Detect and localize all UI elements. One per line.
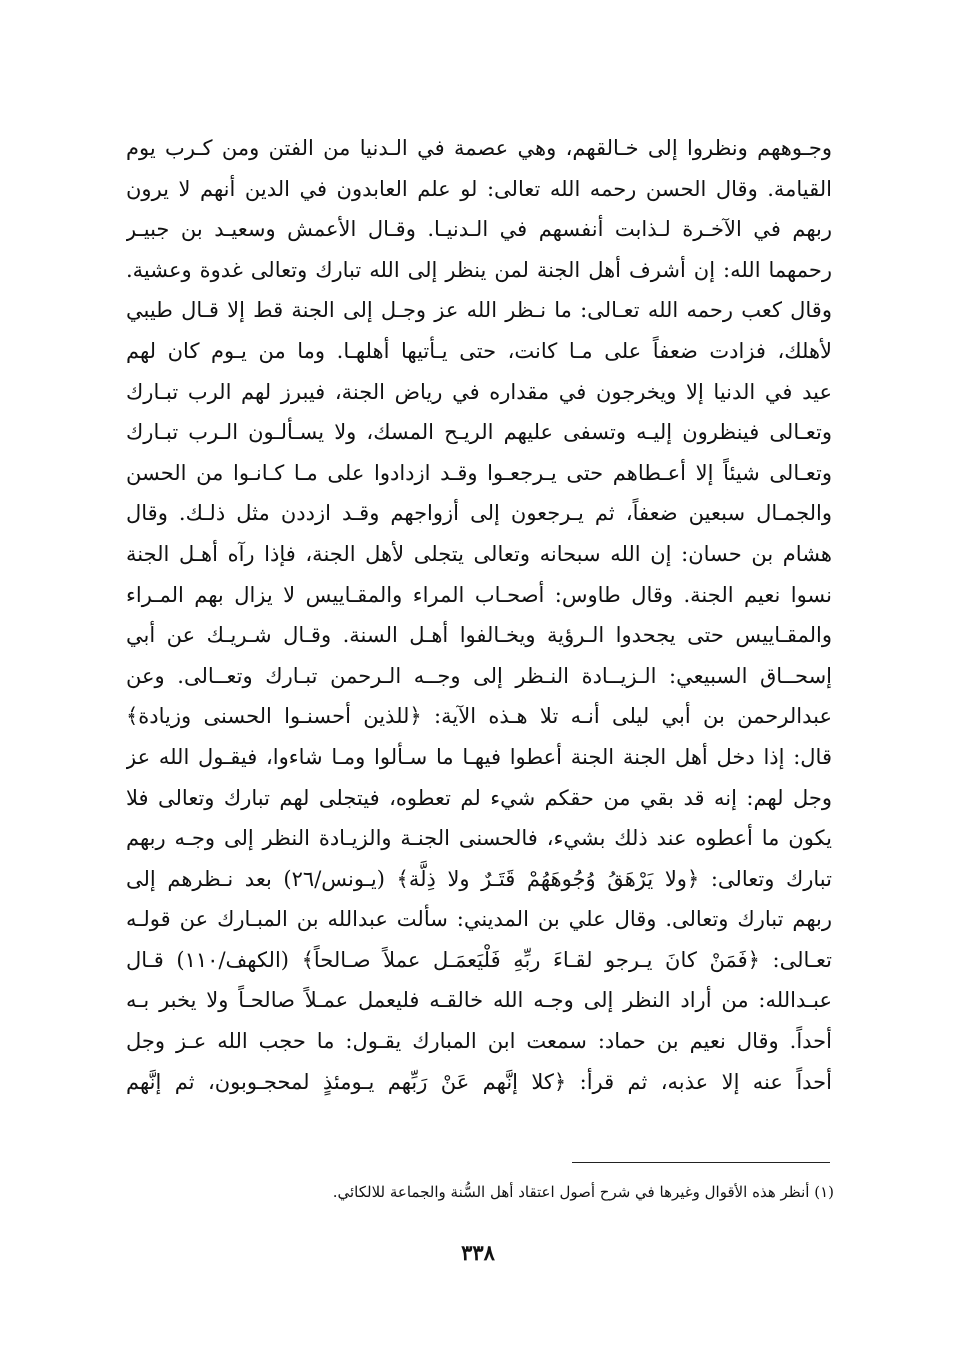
body-line: ربهم في الآخـرة لـذابت أنفسهم في الـدنيـا. وقـال الأعمش وسعيـد بن جبيـر xyxy=(126,217,832,242)
body-line: عبدالرحمن بن أبي ليلى أنـه تلا هـذه الآية: ﴿للذين أحسنـوا الحسنى وزيادة﴾ xyxy=(126,704,832,729)
body-line: قال: إذا دخل أهل الجنة الجنة أعطوا فيهـا ما سـألوا ومـا شاءوا، فيقـول الله عز xyxy=(126,744,832,769)
body-line: أحداً عنه إلا عذبه، ثم قرأ: ﴿كلا إنَّهم عَنْ رَبِّهم يـومئذٍ لمحجـوبون، ثم إنَّهم xyxy=(126,1069,832,1094)
body-line: وتعـالى فينظرون إليـه وتسفى عليهم الريـح المسك، ولا يسـألـون الـرب تبـارك xyxy=(126,420,832,445)
body-line: تبارك وتعالى: ﴿ولا يَرْهَقُ وُجُوهَهُمْ قَتَـرٌ ولا ذِلَّة﴾ (يـونس/٢٦) بعد نـظرهم إلى xyxy=(126,866,832,891)
body-line: عيد في الدنيا إلا ويخرجون في مقداره في رياض الجنة، فيبرز لهم الرب تبـارك xyxy=(126,379,832,404)
body-line: القيامة. وقال الحسن رحمه الله تعالى: لو علم العابدون في الدين أنهم لا يرون xyxy=(126,176,832,201)
body-line: والجمـال سبعين ضعفاً، ثم يـرجعون إلى أزواجهم وقـد ازددن مثل ذلـك. وقال xyxy=(126,501,832,526)
body-line: لأهلك، فزادت ضعفاً على مـا كانت، حتى يـأتيها أهلهـا. وما من يـوم كان لهم xyxy=(126,338,832,363)
page-number: ٣٣٨ xyxy=(461,1240,495,1265)
body-line: هشام بن حسان: إن الله سبحانه وتعالى يتجلى لأهل الجنة، فإذا رآه أهـل الجنة xyxy=(126,541,832,566)
body-text xyxy=(126,128,832,1102)
body-line: إسحــاق السبيعي: الـزيــادة النـظر إلى وجــه الـرحمن تبـارك وتعــالى. وعن xyxy=(126,663,832,688)
body-line: رحمهما الله: إن أشرف أهل الجنة لمن ينظر إلى الله تبارك وتعالى غدوة وعشية. xyxy=(126,257,832,282)
body-line: تعـالى: ﴿فَمَنْ كانَ يـرجو لقـاءَ ربِّهِ فَلْيَعمَـل عملاً صـالحاً﴾ (الكهف/١١٠) قـال xyxy=(126,947,832,972)
body-line: يكون ما أعطوه عند ذلك بشيء، فالحسنى الجنـة والزيـادة النظر إلى وجـه ربهم xyxy=(126,826,832,851)
body-line: وقال كعب رحمه الله تعـالى: ما نـظر الله عز وجـل إلى الجنة قط إلا قـال طيبي xyxy=(126,298,832,323)
body-line: ربهم تبارك وتعالى. وقال علي بن المديني: سألت عبدالله بن المبـارك عن قولـه xyxy=(126,907,832,932)
body-line: وجـوههم ونظروا إلى خـالقهم، وهي عصمة في الـدنيا من الفتن ومن كـرب يوم xyxy=(126,136,832,160)
body-line: والمقـاييس حتى يجحدوا الـرؤية ويخـالفوا أهـل السنة. وقـال شـريـك عن أبي xyxy=(126,623,832,648)
body-line: وتعـالى شيئاً إلا أعـطاهم حتى يـرجعـوا وقـد ازدادوا على مـا كـانـوا من الحسن xyxy=(126,460,832,485)
footnote: (١) أنظر هذه الأقوال وغيرها في شرح أصول اعتقاد أهل السُّنة والجماعة للالكائي. xyxy=(332,1183,834,1201)
footnote-separator xyxy=(572,1162,830,1163)
body-line: نسوا نعيم الجنة. وقال طاوس: أصحـاب المراء والمقـاييس لا يزال بهم المـراء xyxy=(126,582,832,607)
body-line: وجل لهم: إنه قد بقي من حقكم شيء لم تعطوه، فيتجلى لهم تبارك وتعالى فلا xyxy=(126,785,832,810)
body-line: عبـدالله: من أراد النظر إلى وجـه الله خالقـه فليعمل عمـلاً صالحـاً ولا يخبر بـه xyxy=(126,988,832,1013)
body-line: أحداً. وقال نعيم بن حماد: سمعت ابن المبارك يقـول: ما حجب الله عـز وجل xyxy=(126,1029,832,1054)
